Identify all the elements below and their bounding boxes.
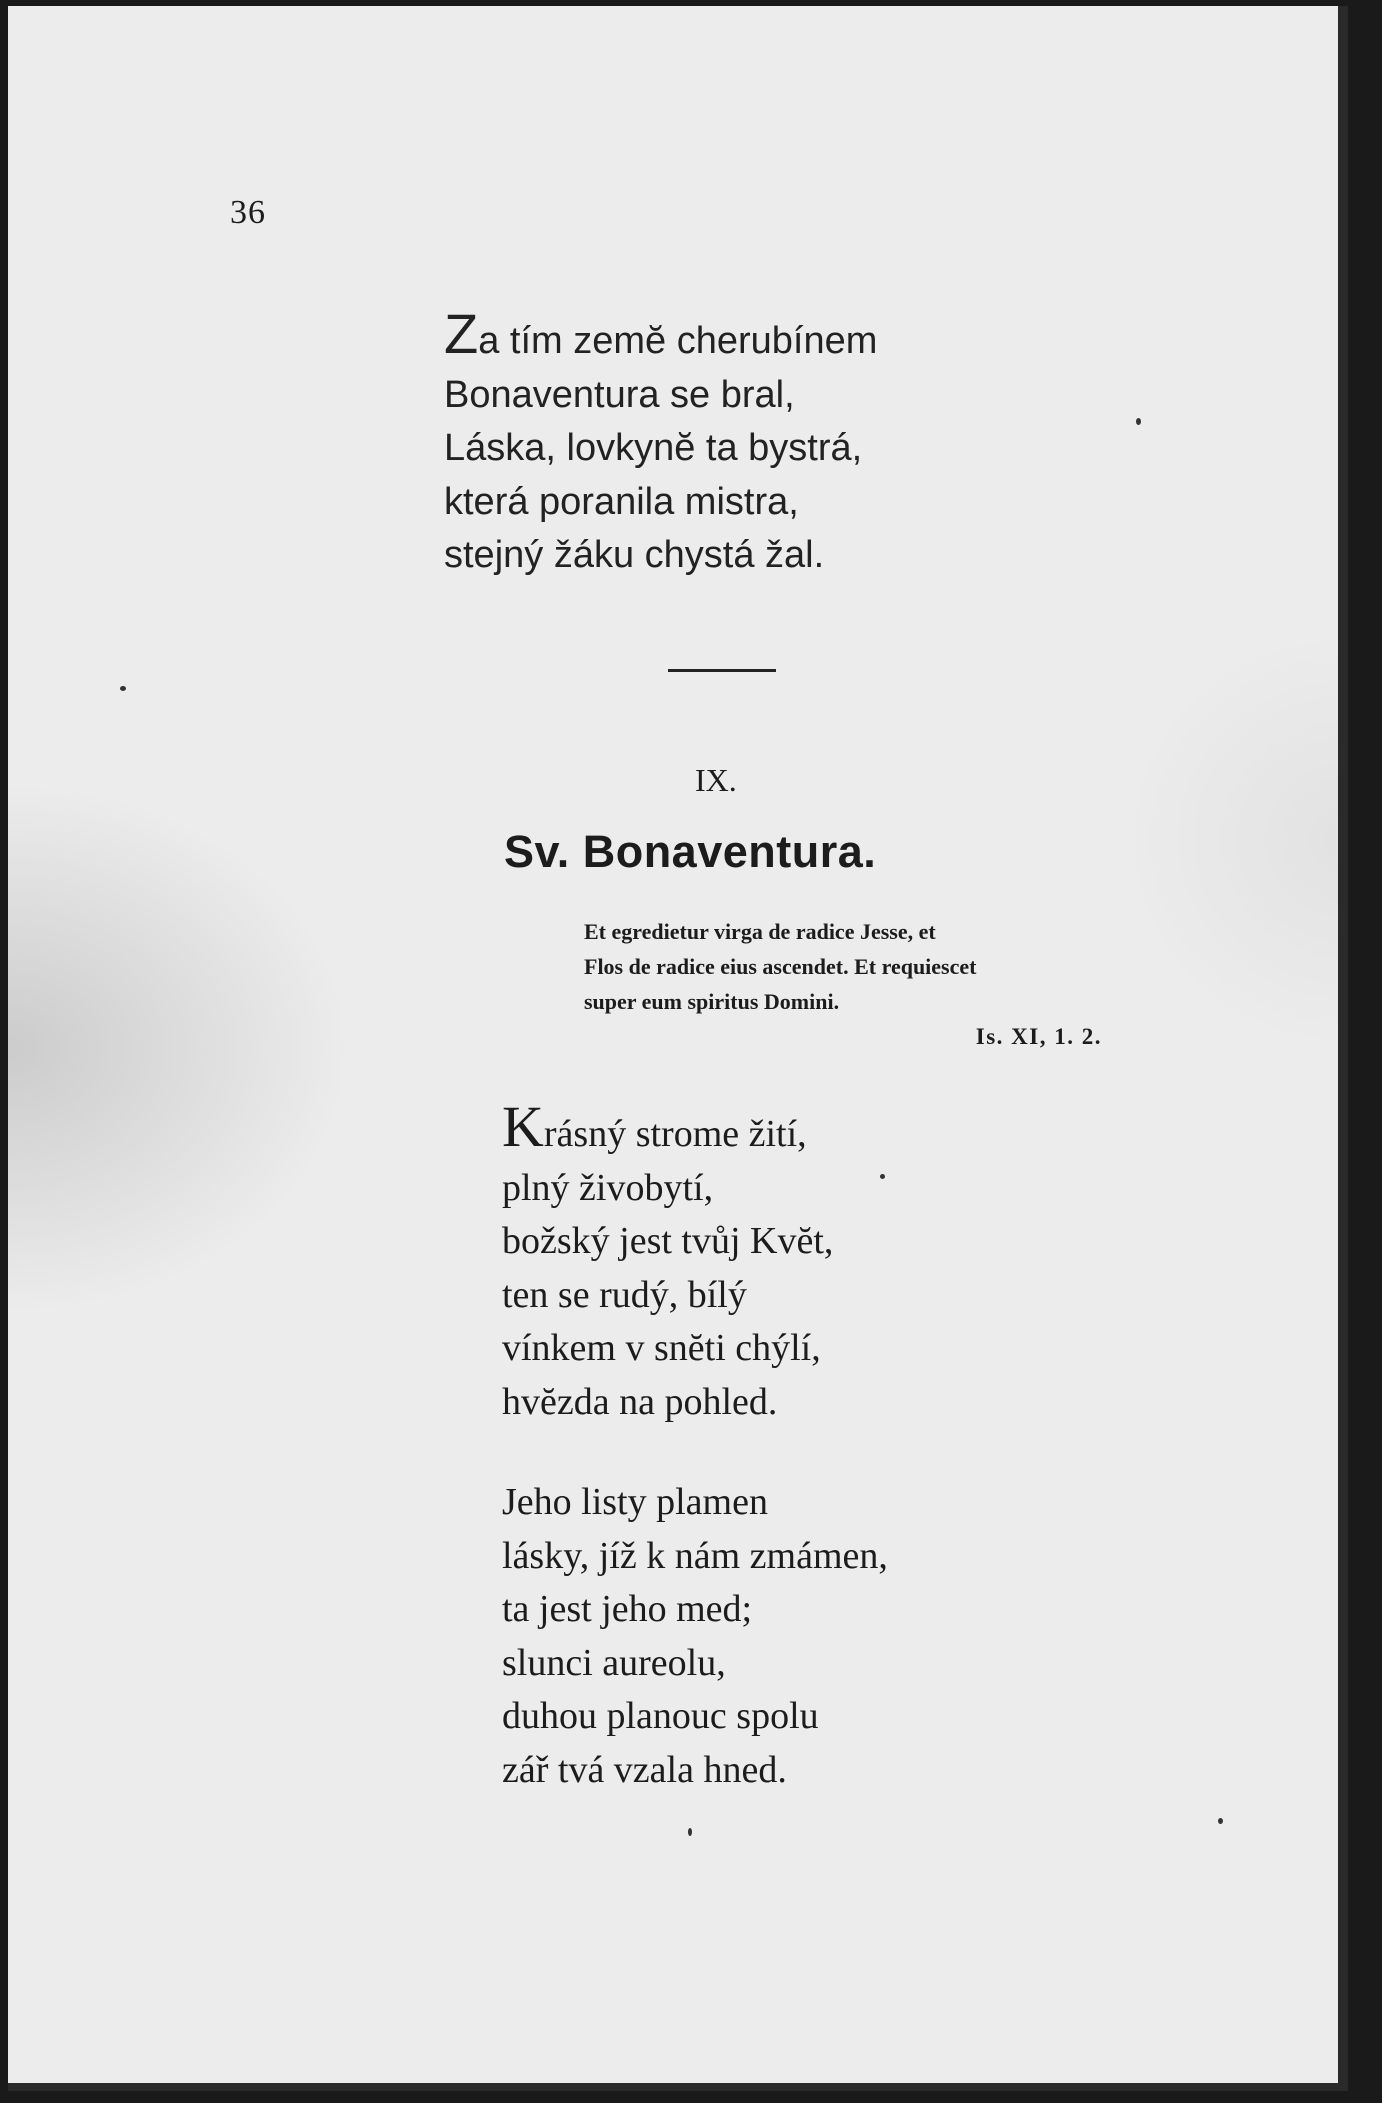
epigraph-citation: Is. XI, 1. 2.: [975, 1024, 1102, 1049]
epigraph-line: Et egredietur virga de radice Jesse, et: [584, 919, 936, 944]
scan-edge-bottom: [8, 2083, 1348, 2091]
epigraph: [584, 914, 1144, 1054]
paper-speck: [688, 1828, 692, 1836]
verse-line: která poranila mistra,: [444, 480, 799, 523]
verse-line: plný živobytí,: [502, 1166, 714, 1209]
opening-stanza: [444, 302, 878, 583]
book-page: [8, 6, 1348, 2091]
verse-line: duhou planouc spolu: [502, 1695, 819, 1737]
verse-line: lásky, jíž k nám zmámen,: [502, 1534, 888, 1577]
section-divider: [668, 669, 776, 672]
paper-speck: [880, 1174, 885, 1179]
section-title: Sv. Bonaventura.: [504, 826, 877, 877]
verse-line: Jeho listy plamen: [502, 1481, 768, 1523]
page-number: 36: [230, 194, 266, 231]
verse-line: Za tím zemĕ cherubínem: [444, 302, 878, 365]
verse-line: božský jest tvůj Kvĕt,: [502, 1220, 834, 1262]
verse-line: ten se rudý, bílý: [502, 1273, 747, 1316]
verse-line: Bonaventura se bral,: [444, 373, 795, 416]
verse-line: vínkem v snĕti chýlí,: [502, 1327, 821, 1369]
verse-line: stejný žáku chystá žal.: [444, 534, 825, 576]
verse-line: ta jest jeho med;: [502, 1588, 753, 1630]
verse-line: zář tvá vzala hned.: [502, 1748, 787, 1791]
paper-speck: [1218, 1818, 1223, 1824]
epigraph-line: Flos de radice eius ascendet. Et requiescet: [584, 954, 977, 979]
verse-line: hvĕzda na pohled.: [502, 1380, 778, 1423]
poem-stanza-2: [502, 1476, 888, 1797]
poem-stanza-1: [502, 1094, 834, 1429]
paper-speck: [120, 686, 126, 691]
epigraph-line: super eum spiritus Domini.: [584, 989, 840, 1014]
scan-edge-right: [1338, 6, 1348, 2091]
section-numeral: IX.: [695, 762, 737, 798]
verse-line: Láska, lovkynĕ ta bystrá,: [444, 427, 863, 469]
drop-initial: Z: [444, 302, 479, 365]
paper-speck: [1136, 418, 1141, 425]
drop-initial: K: [502, 1094, 544, 1159]
verse-line: Krásný strome žití,: [502, 1094, 807, 1159]
verse-line: slunci aureolu,: [502, 1641, 726, 1684]
